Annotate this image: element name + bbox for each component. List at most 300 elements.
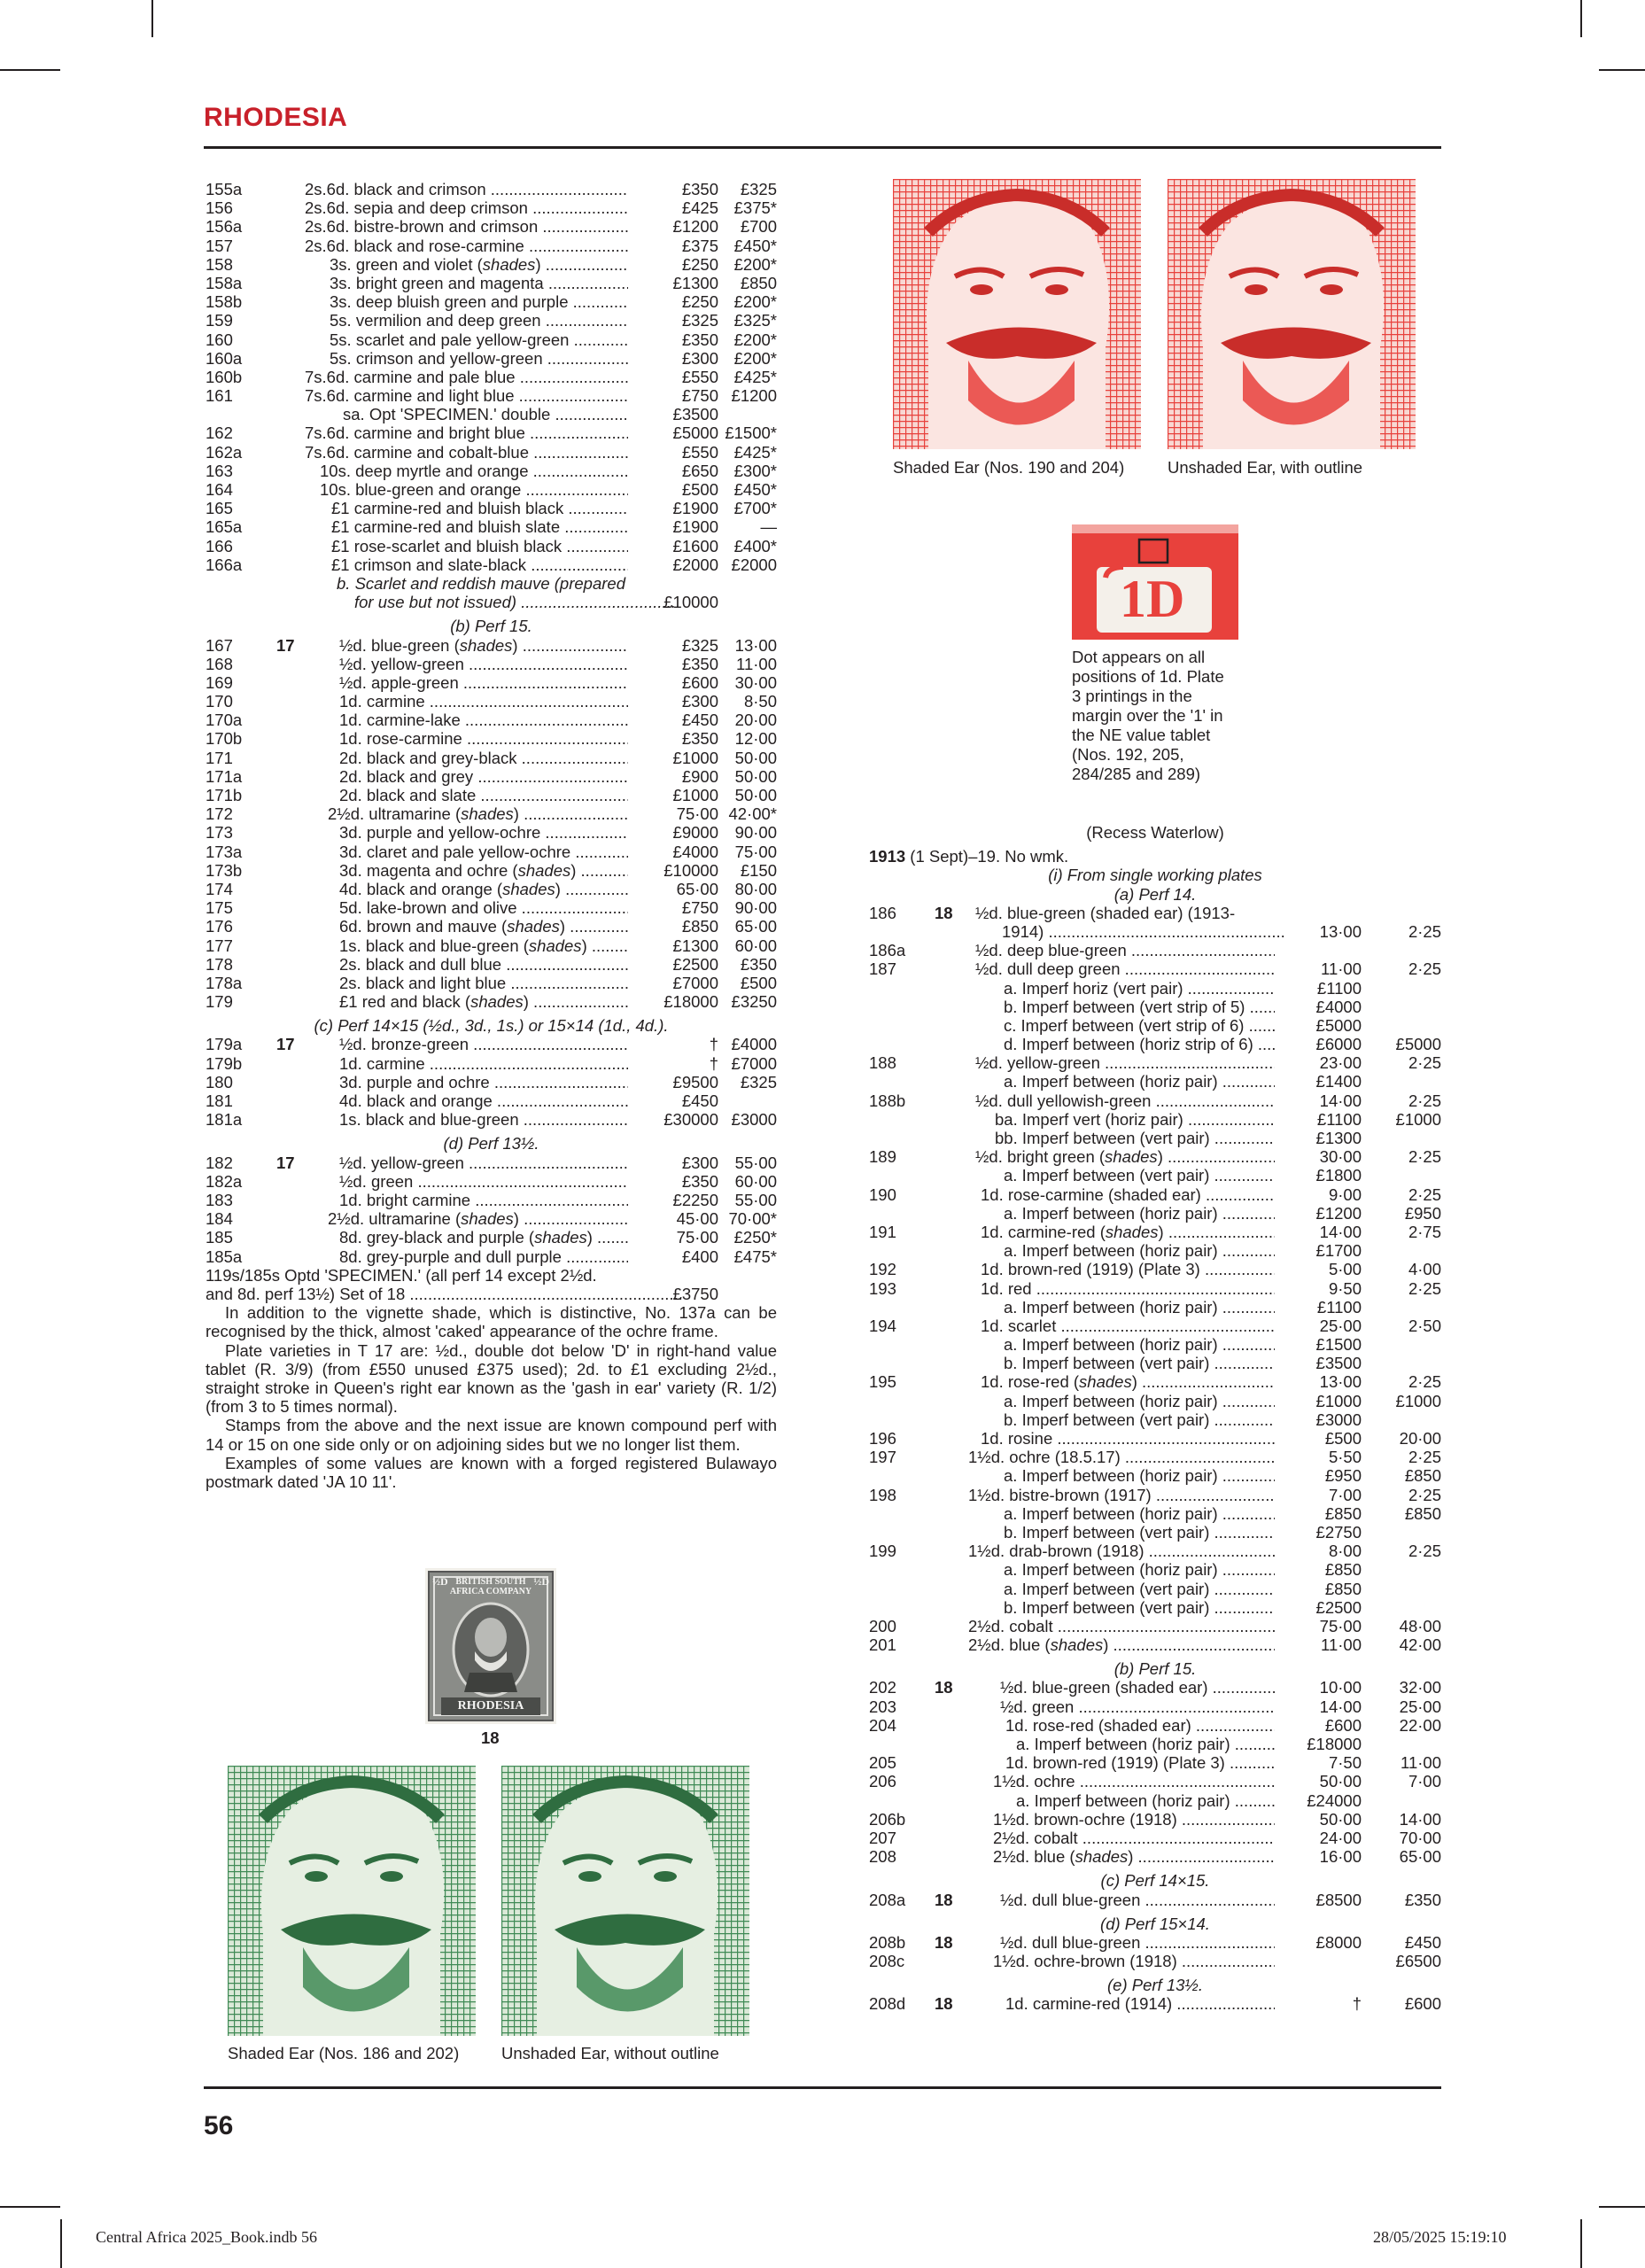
catalogue-table-perf14x15 (206, 1035, 777, 1129)
used-price: 11·00 (736, 654, 777, 673)
used-price: £7000 (731, 1053, 777, 1073)
catalogue-row (206, 198, 777, 217)
mint-price: £375 (681, 236, 718, 255)
stamp-description: 1d. bright carmine ..... (339, 1191, 628, 1209)
mint-price: £1300 (672, 936, 718, 955)
mint-price: £9500 (672, 1072, 718, 1091)
used-price: £325* (733, 311, 777, 330)
stamp-description: £1 red and black (shades) ..... (339, 992, 628, 1011)
mint-price: £4000 (1315, 997, 1362, 1016)
sg-number: 205 (869, 1753, 896, 1773)
stamp-description: 10s. blue-green and orange ..... (320, 480, 628, 499)
catalogue-row (206, 274, 777, 292)
sg-number: 182 (206, 1153, 233, 1172)
stamp-description: a. Imperf between (horiz pair) ..... (1004, 1466, 1275, 1485)
catalogue-row (206, 786, 777, 804)
catalogue-row (869, 1504, 1441, 1523)
mint-price: £8000 (1315, 1932, 1362, 1952)
used-price: 2·25 (1408, 1448, 1441, 1467)
catalogue-row (206, 423, 777, 442)
sg-number: 177 (206, 936, 233, 955)
mint-price: £5000 (1315, 1015, 1362, 1035)
stamp-description: 4d. black and orange ..... (339, 1091, 628, 1110)
used-price: — (760, 517, 777, 537)
perf15-heading: (b) Perf 15. (450, 617, 532, 636)
sg-number: 208 (869, 1847, 896, 1867)
used-price: 42·00 (1399, 1635, 1441, 1655)
mint-price: £3750 (672, 1284, 718, 1303)
catalogue-row (206, 255, 777, 274)
mint-price: £850 (681, 917, 718, 936)
mint-price: £3500 (1315, 1354, 1362, 1373)
portrait-closeup-red (893, 179, 1141, 449)
catalogue-row (206, 936, 777, 955)
mint-price: 75·00 (676, 1228, 718, 1247)
mint-price: £250 (681, 292, 718, 312)
sg-number: 179b (206, 1053, 243, 1073)
catalogue-row (869, 1072, 1441, 1091)
used-price: 32·00 (1399, 1678, 1441, 1697)
stamp-description: 2½d. cobalt ..... (968, 1617, 1275, 1635)
mint-price: £1900 (672, 517, 718, 537)
mint-price: £5000 (672, 423, 718, 443)
catalogue-row (869, 1241, 1441, 1260)
used-price: 2·75 (1408, 1222, 1441, 1241)
mint-price: † (709, 1053, 718, 1073)
green-right-caption: Unshaded Ear, without outline (501, 2044, 719, 2062)
mint-price: £600 (1324, 1715, 1362, 1735)
used-price: 2·50 (1408, 1316, 1441, 1335)
catalogue-row (206, 1073, 777, 1091)
sg-number: 160a (206, 348, 243, 368)
mint-price: £2500 (1315, 1597, 1362, 1617)
catalogue-row (206, 955, 777, 974)
stamp-description: 5s. scarlet and pale yellow-green ..... (330, 330, 628, 349)
stamp-description: £1 rose-scarlet and bluish black ..... (331, 537, 628, 555)
stamp-description: ½d. dull blue-green ..... (1000, 1891, 1275, 1909)
stamp-description: 3s. bright green and magenta ..... (330, 274, 628, 292)
mint-price: 23·00 (1319, 1053, 1362, 1073)
stamp-description: a. Imperf between (horiz pair) ..... (1004, 1298, 1275, 1317)
mint-price: £350 (681, 330, 718, 349)
sg-number: 164 (206, 480, 233, 499)
left-column (206, 180, 777, 1491)
used-price: £850 (740, 273, 777, 292)
sg-number: 176 (206, 917, 233, 936)
sg-number: 167 (206, 635, 233, 655)
catalogue-row (869, 1429, 1441, 1448)
portrait-closeup-red (1168, 179, 1416, 449)
sg-number: 157 (206, 236, 233, 255)
stamp-description: 3d. magenta and ochre (shades) ..... (339, 861, 628, 880)
stamp-description: 1d. brown-red (1919) (Plate 3) ..... (981, 1260, 1275, 1278)
catalogue-row (869, 1617, 1441, 1635)
catalogue-row (869, 998, 1441, 1016)
stamp-description: 2s.6d. bistre-brown and crimson ..... (305, 217, 628, 236)
sg-number: 187 (869, 959, 896, 979)
catalogue-table-perf13half (869, 1994, 1441, 2013)
used-price: 65·00 (734, 917, 777, 936)
stamp-description: 3d. purple and ochre ..... (339, 1073, 628, 1091)
used-price: 13·00 (734, 635, 777, 655)
sg-number: 201 (869, 1635, 896, 1655)
stamp-description: a. Imperf between (horiz pair) ..... (1004, 1241, 1275, 1260)
mint-price: £2750 (1315, 1522, 1362, 1542)
perf13half-heading: (e) Perf 13½. (1107, 1976, 1203, 1995)
used-price: £425* (733, 367, 777, 386)
stamp-description: £1 crimson and slate-black ..... (331, 555, 628, 574)
used-price: £200* (733, 348, 777, 368)
page-number: 56 (204, 2111, 234, 2140)
sg-number: 171a (206, 766, 243, 786)
used-price: £3000 (731, 1110, 777, 1130)
stamp-description: 2½d. ultramarine (shades) ..... (328, 804, 628, 823)
stamp-description: 4d. black and orange (shades) ..... (339, 880, 628, 898)
used-price: £425* (733, 442, 777, 462)
stamp-description: 1d. red ..... (981, 1279, 1275, 1298)
sg-number: 208b (869, 1932, 906, 1952)
used-price: 60·00 (734, 936, 777, 955)
used-price: £450* (733, 480, 777, 499)
crop-mark (1580, 0, 1582, 37)
mint-price: £2500 (672, 954, 718, 974)
used-price: 2·25 (1408, 1184, 1441, 1204)
mint-price: † (1352, 1994, 1362, 2014)
catalogue-row (206, 636, 777, 655)
catalogue-row (869, 1697, 1441, 1716)
stamp-description: 1d. rose-carmine (shaded ear) ..... (981, 1185, 1275, 1204)
used-price: £1000 (1395, 1109, 1441, 1129)
catalogue-row (206, 1035, 777, 1053)
catalogue-row (869, 1372, 1441, 1391)
catalogue-row (206, 349, 777, 368)
catalogue-row (869, 959, 1441, 978)
used-price: 2·25 (1408, 921, 1441, 941)
mint-price: 75·00 (1319, 1616, 1362, 1635)
green-shaded-ear-photo (228, 1766, 476, 2036)
used-price: 8·50 (743, 692, 777, 711)
mint-price: £4000 (672, 842, 718, 861)
stamp-description: a. Imperf between (vert pair) ..... (1004, 1166, 1275, 1184)
sg-number: 183 (206, 1190, 233, 1209)
catalogue-row (869, 1260, 1441, 1278)
mint-price: £325 (681, 311, 718, 330)
sg-number: 188b (869, 1091, 906, 1110)
sg-number: 184 (206, 1209, 233, 1229)
mint-price: £24000 (1307, 1790, 1362, 1810)
mint-price: £1800 (1315, 1166, 1362, 1185)
stamp-description: 2d. black and grey-black ..... (339, 749, 628, 767)
crop-mark (1580, 2219, 1582, 2268)
catalogue-row (869, 1317, 1441, 1335)
sg-number: 169 (206, 672, 233, 692)
sg-number: 160 (206, 330, 233, 349)
used-price: £1500* (725, 423, 777, 443)
sg-number: 202 (869, 1678, 896, 1697)
used-price: £350 (740, 954, 777, 974)
catalogue-row (869, 1448, 1441, 1466)
sg-number: 165 (206, 499, 233, 518)
catalogue-row (869, 1110, 1441, 1129)
stamp-value-left: ½D (432, 1575, 448, 1588)
stamp-description: 1d. rose-red (shaded ear) ..... (1005, 1716, 1275, 1735)
catalogue-row (206, 462, 777, 480)
stamp-description: 5s. crimson and yellow-green ..... (330, 349, 628, 368)
type-number: 18 (935, 1890, 953, 1909)
sg-number: 208c (869, 1952, 905, 1971)
mint-price: £1200 (1315, 1203, 1362, 1223)
used-price: 4·00 (1408, 1260, 1441, 1279)
used-price: 48·00 (1399, 1616, 1441, 1635)
catalogue-row (869, 1933, 1441, 1952)
dot-illustration (1072, 524, 1238, 640)
mint-price: £2000 (672, 555, 718, 574)
note-paragraph: In addition to the vignette shade, which is distinctive, No. 137a can be recognised by the thick, almost 'caked' appearance of the ochre frame. (206, 1303, 777, 1341)
stamp-description: 1d. carmine ..... (339, 1054, 628, 1073)
used-price: 50·00 (734, 786, 777, 805)
used-price: 20·00 (1399, 1429, 1441, 1449)
type-number: 18 (935, 1678, 953, 1697)
catalogue-row (869, 1016, 1441, 1035)
sg-number: 207 (869, 1828, 896, 1847)
catalogue-table-perf15 (206, 636, 777, 1012)
stamp-description: 2s.6d. black and rose-carmine ..... (305, 237, 628, 255)
used-price: £2000 (731, 555, 777, 574)
used-price: 2·25 (1408, 1278, 1441, 1298)
sg-number: 197 (869, 1448, 896, 1467)
catalogue-table-perf14 (206, 180, 777, 574)
stamp-description: 7s.6d. carmine and light blue ..... (305, 386, 628, 405)
mint-price: 13·00 (1319, 1372, 1362, 1392)
stamp-description: ½d. bronze-green ..... (339, 1035, 628, 1053)
used-price: 2·25 (1408, 959, 1441, 979)
catalogue-row (206, 843, 777, 861)
note-paragraph: Stamps from the above and the next issue are known compound perf with 14 or 15 on one side only or on adjoining sides but we no longer list them. (206, 1416, 777, 1454)
mint-price: £1100 (1316, 978, 1362, 998)
mint-price: £18000 (1307, 1735, 1362, 1754)
mint-price: 8·00 (1328, 1542, 1362, 1561)
sg-number: 181 (206, 1091, 233, 1111)
sg-number: 192 (869, 1260, 896, 1279)
used-price: 90·00 (734, 898, 777, 918)
used-price: £850 (1404, 1503, 1441, 1523)
mint-price: £550 (681, 367, 718, 386)
stamp-description: 1d. scarlet ..... (981, 1317, 1275, 1335)
stamp-description: c. Imperf between (vert strip of 6) ..... (1004, 1016, 1275, 1035)
stamp-inscription-top: BRITISH SOUTH AFRICA COMPANY (449, 1577, 532, 1596)
portrait-closeup-green (501, 1766, 749, 2036)
mint-price: £850 (1324, 1503, 1362, 1523)
mint-price: £850 (1324, 1579, 1362, 1598)
mint-price: 7·00 (1328, 1485, 1362, 1504)
mint-price: £8500 (1315, 1890, 1362, 1909)
stamp-description: 1½d. bistre-brown (1917) ..... (968, 1486, 1275, 1504)
used-price: £325 (740, 180, 777, 198)
catalogue-row (206, 480, 777, 499)
stamp-description: a. Imperf between (horiz pair) ..... (1004, 1504, 1275, 1523)
used-price: 70·00 (1399, 1828, 1441, 1847)
sg-number: 194 (869, 1316, 896, 1335)
note-paragraph: Plate varieties in T 17 are: ½d., double dot below 'D' in right-hand value tablet (R. 3/9) (from £550 unused £375 used); 2d. to £1 excluding 2½d., straight stroke in Queen's right ear known as the 'gash in ear' variety (R. 1/2) (from 3 to 5 times normal). (206, 1340, 777, 1417)
catalogue-row (206, 1172, 777, 1191)
catalogue-row (869, 1035, 1441, 1053)
stamp-inscription-bottom: RHODESIA (457, 1699, 524, 1713)
used-price: 2·25 (1408, 1147, 1441, 1167)
red-unshaded-ear-photo (1168, 179, 1416, 449)
used-price: 55·00 (734, 1153, 777, 1172)
used-price: £1200 (731, 386, 777, 406)
sg-number: 204 (869, 1715, 896, 1735)
sg-number: 178 (206, 954, 233, 974)
catalogue-row (869, 1223, 1441, 1241)
stamp-description: a. Imperf between (horiz pair) ..... (1004, 1204, 1275, 1223)
catalogue-row (206, 311, 777, 330)
variety-line: b. Scarlet and reddish mauve (prepared (337, 573, 625, 593)
stamp-description: 2d. black and grey ..... (339, 767, 628, 786)
stamp-description: 2½d. cobalt ..... (993, 1829, 1275, 1847)
used-price: £5000 (1395, 1035, 1441, 1054)
used-price: 2·25 (1408, 1372, 1441, 1392)
stamp-description: 1½d. brown-ochre (1918) ..... (993, 1810, 1275, 1829)
used-price: 12·00 (734, 729, 777, 749)
mint-price: £6000 (1315, 1035, 1362, 1054)
catalogue-row (869, 1410, 1441, 1429)
catalogue-row (869, 1053, 1441, 1072)
catalogue-row (869, 1791, 1441, 1810)
stamp-description: 1d. rosine ..... (981, 1429, 1275, 1448)
mint-price: 14·00 (1319, 1222, 1362, 1241)
mint-price: £350 (681, 180, 718, 198)
stamp-description: ½d. dull yellowish-green ..... (975, 1091, 1275, 1110)
catalogue-row (206, 368, 777, 386)
sg-number: 170a (206, 711, 243, 730)
catalogue-row (206, 861, 777, 880)
sg-number: 174 (206, 879, 233, 898)
stamp-description: a. Imperf between (horiz pair) ..... (1004, 1072, 1275, 1091)
sg-number: 185a (206, 1247, 243, 1266)
green-left-caption: Shaded Ear (Nos. 186 and 202) (228, 2044, 460, 2062)
catalogue-row (206, 711, 777, 729)
catalogue-row (206, 917, 777, 936)
mint-price: £425 (681, 198, 718, 218)
catalogue-row (869, 1185, 1441, 1204)
crop-mark (1599, 69, 1645, 71)
variety-line: for use but not issued) ..... (354, 593, 678, 611)
catalogue-row (206, 217, 777, 236)
catalogue-row (869, 1147, 1441, 1166)
catalogue-row (206, 749, 777, 767)
stamp-description: a. Imperf between (horiz pair) ..... (1004, 1335, 1275, 1354)
crop-mark (1599, 2206, 1645, 2208)
catalogue-row (869, 1204, 1441, 1223)
catalogue-row (869, 1891, 1441, 1909)
stamp-description: 1s. black and blue-green ..... (339, 1110, 628, 1129)
catalogue-row (206, 767, 777, 786)
catalogue-table-perf15x14 (869, 1933, 1441, 1970)
used-price: £400* (733, 536, 777, 555)
mint-price: † (709, 1035, 718, 1054)
mint-price: £1000 (672, 748, 718, 767)
used-price: £500 (740, 973, 777, 992)
sg-number: 179 (206, 992, 233, 1012)
type-number: 17 (276, 1153, 295, 1172)
printer-note: (Recess Waterlow) (1086, 823, 1224, 842)
catalogue-table-perf14x15 (869, 1891, 1441, 1909)
sg-number: 173a (206, 842, 243, 861)
stamp-value-right: ½D (533, 1575, 549, 1588)
stamp-description: bb. Imperf between (vert pair) ..... (995, 1129, 1275, 1147)
stamp-description: 1d. carmine-red (1914) ..... (1005, 1994, 1275, 2013)
sg-number: 189 (869, 1147, 896, 1167)
crop-mark (151, 0, 153, 37)
stamp-type-number: 18 (481, 1728, 500, 1747)
catalogue-row (869, 1560, 1441, 1579)
red-left-caption: Shaded Ear (Nos. 190 and 204) (893, 458, 1125, 477)
used-price: £375* (733, 198, 777, 218)
stamp-description: ½d. dull blue-green ..... (1000, 1933, 1275, 1952)
used-price: £600 (1404, 1994, 1441, 2014)
catalogue-row (869, 1466, 1441, 1485)
catalogue-row (869, 1486, 1441, 1504)
stamp-description: ½d. yellow-green ..... (339, 655, 628, 673)
mint-price: £7000 (672, 973, 718, 992)
stamp-description: sa. Opt 'SPECIMEN.' double ..... (343, 405, 628, 423)
sg-number: 159 (206, 311, 233, 330)
catalogue-row (206, 1191, 777, 1209)
sg-number: 188 (869, 1053, 896, 1073)
perf14x15-heading: (c) Perf 14×15 (½d., 3d., 1s.) or 15×14 (1d., 4d.). (314, 1016, 669, 1036)
mint-price: £750 (681, 898, 718, 918)
stamp-description: 1d. carmine ..... (339, 692, 628, 711)
used-price: 2·25 (1408, 1091, 1441, 1110)
mint-price: £900 (681, 766, 718, 786)
stamp-description: ½d. yellow-green ..... (339, 1153, 628, 1172)
mint-price: 5·00 (1328, 1260, 1362, 1279)
stamp-description: a. Imperf between (vert pair) ..... (1004, 1580, 1275, 1598)
sg-number: 175 (206, 898, 233, 918)
sg-number: 165a (206, 517, 243, 537)
catalogue-row (206, 499, 777, 517)
catalogue-row (869, 1678, 1441, 1697)
mint-price: 11·00 (1321, 1635, 1362, 1655)
stamp-description: 3s. green and violet (shades) ..... (330, 255, 628, 274)
sg-number: 198 (869, 1485, 896, 1504)
used-price: £475* (733, 1247, 777, 1266)
stamp-description: 10s. deep myrtle and orange ..... (320, 462, 628, 480)
stamp-description: 2s. black and dull blue ..... (339, 955, 628, 974)
used-price: £700 (740, 217, 777, 237)
sg-number: 160b (206, 367, 243, 386)
perf14x15-heading: (c) Perf 14×15. (1100, 1871, 1210, 1891)
catalogue-row (869, 1392, 1441, 1410)
catalogue-row (206, 1153, 777, 1172)
used-price: 50·00 (734, 748, 777, 767)
stamp-description: b. Imperf between (vert pair) ..... (1004, 1410, 1275, 1429)
mint-price: £850 (1324, 1560, 1362, 1580)
sg-number: 172 (206, 804, 233, 824)
sg-number: 186a (869, 941, 906, 960)
used-price: 65·00 (1399, 1847, 1441, 1867)
mint-price: 14·00 (1319, 1697, 1362, 1716)
crop-mark (60, 2219, 62, 2268)
header-rule (204, 146, 1441, 149)
catalogue-table-perf13half (206, 1153, 777, 1266)
catalogue-row (206, 386, 777, 405)
catalogue-row (206, 729, 777, 748)
catalogue-row (869, 1994, 1441, 2013)
stamp-description: 1914) ..... (1002, 922, 1285, 941)
catalogue-row (206, 1054, 777, 1073)
